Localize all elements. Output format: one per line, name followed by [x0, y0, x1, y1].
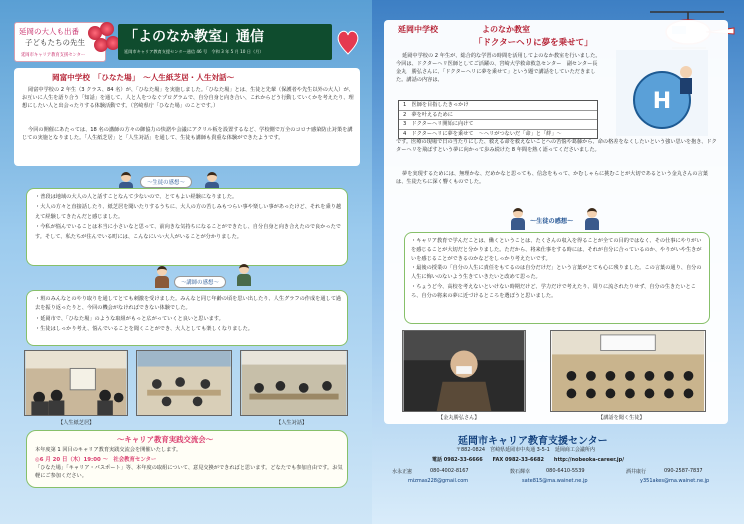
impression-item: ・生徒はしっかり考え、悩んでいることを聞くことができ、大人としても楽しくなりました。: [35, 326, 253, 333]
heart-icon: [336, 24, 360, 58]
article-card: [14, 68, 360, 166]
outline-item: 2 夢を叶えるために: [399, 111, 597, 121]
event-title: ～キャリア教育実践交流会～: [117, 435, 214, 444]
footer-org-name: 延岡市キャリア教育支援センター: [458, 436, 608, 447]
lecturer-illustration: [154, 266, 170, 288]
staff-name: 酒井康行: [626, 469, 647, 475]
staff-phone: 080-6410-5539: [546, 468, 585, 474]
newsletter-issue: 延岡市キャリア教育支援センター通信 46 号 令和 3 年 5 月 10 日（月）: [124, 49, 264, 54]
student-illustration: [510, 208, 526, 230]
impression-item: ・延岡市で、「ひなた場」のような取組がもっと広がっていくと良いと思います。: [35, 315, 224, 322]
impression-item: ・最後の授業の「自分の人生に責任をもてるのは自分だけだ」という言葉がとても心に残りました。この言葉の通り、自分の人生に悔いのないよう生きていきたいと改めて思った。: [411, 265, 702, 281]
photo-caption-kanemaru: 【金丸勝弘さん】: [438, 415, 480, 421]
impression-item: ・班のみんなとのやり取りを通してとても刺激を受けました。みんなと同じ年齢の頃を思い出したり、人生グラフの作成を通して過去を振り返ったりと、今回の機会がなければできない体験でした。: [35, 296, 342, 312]
logo-line-2: 子どもたちの先生: [25, 38, 85, 47]
staff-phone: 080-4002-8167: [430, 468, 469, 474]
right-page: [372, 0, 744, 524]
outline-item: 4 ドクターヘリに夢を乗せて ～ヘリがつないだ「命」と「絆」～: [403, 130, 562, 137]
staff-email: sate815@ma.wainet.ne.jp: [522, 478, 588, 484]
photo-life-dialogue: [240, 350, 348, 416]
rose-decoration: [88, 22, 122, 62]
footer-contact: 電話 0982-33-6666 FAX 0982-33-6682 http://nobeoka-career.jp/: [432, 457, 625, 463]
staff-name: 水永正憲: [392, 469, 413, 475]
photo-picture-story: [24, 350, 128, 416]
impressions-heading: ～生徒の感想～: [530, 218, 574, 225]
photo-caption-life-dialogue: 【人生対話】: [276, 420, 308, 426]
class-name: よのなか教室: [482, 25, 530, 34]
impression-item: ・普段は地域の大人の人と話すことなんて少ないので、とてもよい経験になりました。: [35, 194, 238, 200]
impression-item: ・今私が悩んでいることは本当に小さいなと思って、前向きな気持ちになることができたし、自分自身と向き合えたので良かったです。そして、私たちが住んでいる町には、こんなにいい大人がいることが分かりました。: [35, 224, 341, 240]
newsletter-title: 「よのなか教室」通信: [124, 29, 264, 45]
outline-item: 3 ドクターヘリ開始に向けて: [399, 120, 597, 130]
article-paragraph-2: 今回の開催にあたっては、18 名の講師の方々の御協力の快諾や会議にアクリル板を設置するなど、学校側で万全のコロナ感染防止対策を講じての実施となりました。「人生紙芝居」と「人生対話」を通して、生徒も講師も貴重な体験ができたようです。: [22, 127, 353, 141]
impression-item: ・大人の方々と直接話したり、紙芝居を聞いたりするうちに、大人の方の苦しみもつらい事や楽しい事があったけど、それを乗り越えて経験してきたんだと感じました。: [35, 204, 342, 220]
staff-email: mizmas228@gmail.com: [408, 478, 469, 484]
lecture-outline: [398, 100, 598, 139]
article-title: 岡富中学校 「ひなた場」 ～人生紙芝居・人生対話～: [52, 73, 235, 82]
staff-email: y351akes@ma.wainet.ne.jp: [640, 478, 710, 484]
photo-caption-picture-story: 【人生紙芝居】: [58, 420, 95, 426]
lecture-title: 「ドクターヘリに夢を乗せて」: [474, 38, 593, 48]
article-intro: 延岡中学校の 2 年生が、総合的な学習の時間を活用してよのなか教室を行いました。今回は、ドクターヘリ医師としてご活躍の、宮崎大学救命救急センター 副センター長 金丸 勝弘さんに、「ドクターヘリに夢を乗せて」という題で講話をしていただきました。講話の内容は、: [396, 53, 603, 83]
photo-doctor-heli-illustration: [616, 50, 708, 136]
svg-text:H: H: [652, 89, 672, 114]
event-description: 「ひなた場」「キャリア・パスポート」等、本年度の取組について、意見交換ができればと思います。どなたでも参加自由です。お気軽にご参加ください。: [35, 465, 343, 479]
lecturer-illustration: [236, 264, 252, 286]
lecturers-impressions-box: [26, 290, 348, 346]
outline-item: 1 医師を目指したきっかけ: [399, 101, 597, 111]
event-venue: 社会教育センター: [113, 457, 157, 463]
article-body-1: です。医療の現場で日の当たりにした、救える命を救えないことへの苦悩や葛藤から、命の格差をなくしたいという強い思いを抱き、ドクターヘリを飛ばすという夢に向かって歩み続けた 8 年間を熱く語ってくださいました。: [396, 139, 717, 153]
school-name: 延岡中学校: [398, 25, 438, 34]
staff-name: 数石輝幸: [510, 469, 531, 475]
newsletter-banner: [118, 24, 332, 60]
students-impressions-box: [404, 232, 710, 324]
staff-phone: 090-2587-7837: [664, 468, 703, 474]
event-intro: 本年度第 1 回目のキャリア教育実践交流会を開催いたします。: [35, 447, 182, 453]
event-date-line: [35, 455, 156, 463]
photo-kanemaru: [402, 330, 526, 412]
article-paragraph-1: 岡富中学校の 2 年生（3 クラス、84 名）が、「ひなた場」を実施しました。「ひなた場」とは、生徒と先輩（保護者や先生以外の大人）が、お互いに人生を語り合う「知話」を通して、人と人をつなぐプログラムで、自分自身と向き合い、これからどう行動していくかを考えたり、理想にしたい人と出会ったりする体験活動です。（宮崎県庁「ひなた場」のことです。）: [22, 87, 354, 109]
event-date: ◎6 月 20 日（木）19:00 ～: [35, 457, 114, 463]
students-heading: ～生徒の感想～: [140, 176, 192, 188]
footer-address: 〒882-0824 宮崎県延岡市中央通 3-5-1 延岡商工会議所内: [456, 447, 595, 453]
logo-line-1: 延岡の大人も出番: [19, 27, 79, 36]
photo-caption-students: 【講話を聞く生徒】: [598, 415, 645, 421]
logo-line-3: 延岡市キャリア教育支援センター: [21, 53, 86, 58]
impression-item: ・ちょうど今、高校を考えないといけない時期だけど、学力だけで考えたり、周りに流されたりせず、自分の生きたいところ、自分の将来の夢に近づけるところを選ぼうと思いました。: [411, 283, 696, 299]
photo-students-listening: [550, 330, 706, 412]
article-body-2: 夢を実現するためには、無理かな、だめかなと思っても、信念をもって、かむしゃらに挑むことが大切であるという金丸さんの言葉は、生徒たちに深く響くものでした。: [396, 171, 708, 185]
photo-classroom-talk: [136, 350, 232, 416]
event-box: [26, 430, 348, 488]
lecturers-heading: ～講師の感想～: [174, 276, 226, 288]
impression-item: ・キャリア教育で学んだことは、働くということは、たくさんの収入を得ることが全ての目的ではなく、その仕事にやりがいを感じることが大切だと分かりました。ただから、将来仕事をする時には、それが自分に合っているのか、やりがいや生きがいを感じることができるのかなどをしっかり考えたいです。: [411, 238, 702, 262]
student-illustration: [584, 208, 600, 230]
students-impressions-box: [26, 188, 348, 266]
